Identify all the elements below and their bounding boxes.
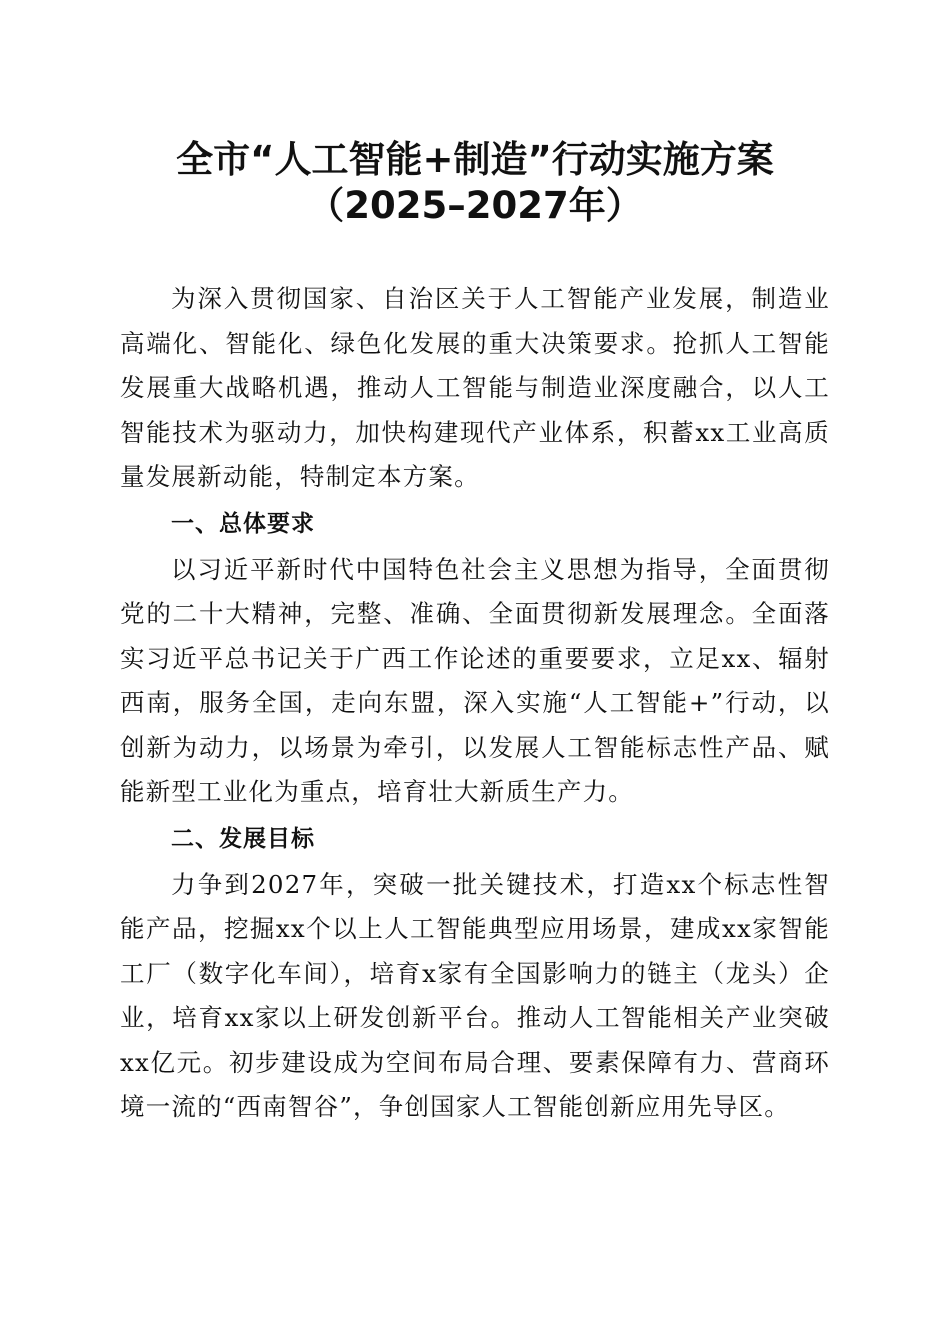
- section-text-development-goals: 力争到2027年，突破一批关键技术，打造xx个标志性智能产品，挖掘xx个以上人工智能典型应用场景，建成xx家智能工厂（数字化车间），培育x家有全国影响力的链主（龙头）企业，培育xx家以上研发创新平台。推动人工智能相关产业突破xx亿元。初步建设成为空间布局合理、要素保障有力、营商环境一流的“西南智谷”，争创国家人工智能创新应用先导区。: [120, 869, 830, 1121]
- document-body: [120, 277, 830, 1130]
- document-title: 全市“人工智能+制造”行动实施方案: [176, 138, 774, 181]
- section-heading-general-requirements: 一、总体要求: [171, 510, 315, 537]
- section-text-general-requirements: 以习近平新时代中国特色社会主义思想为指导，全面贯彻党的二十大精神，完整、准确、全面贯彻新发展理念。全面落实习近平总书记关于广西工作论述的重要要求，立足xx、辐射西南，服务全国，走向东盟，深入实施“人工智能+”行动，以创新为动力，以场景为牵引，以发展人工智能标志性产品、赋能新型工业化为重点，培育壮大新质生产力。: [120, 554, 830, 806]
- document-subtitle: （2025–2027年）: [307, 184, 643, 227]
- intro-paragraph: 为深入贯彻国家、自治区关于人工智能产业发展，制造业高端化、智能化、绿色化发展的重大决策要求。抢抓人工智能发展重大战略机遇，推动人工智能与制造业深度融合，以人工智能技术为驱动力，加快构建现代产业体系，积蓄xx工业高质量发展新动能，特制定本方案。: [120, 284, 830, 491]
- section-heading-development-goals: 二、发展目标: [171, 825, 315, 852]
